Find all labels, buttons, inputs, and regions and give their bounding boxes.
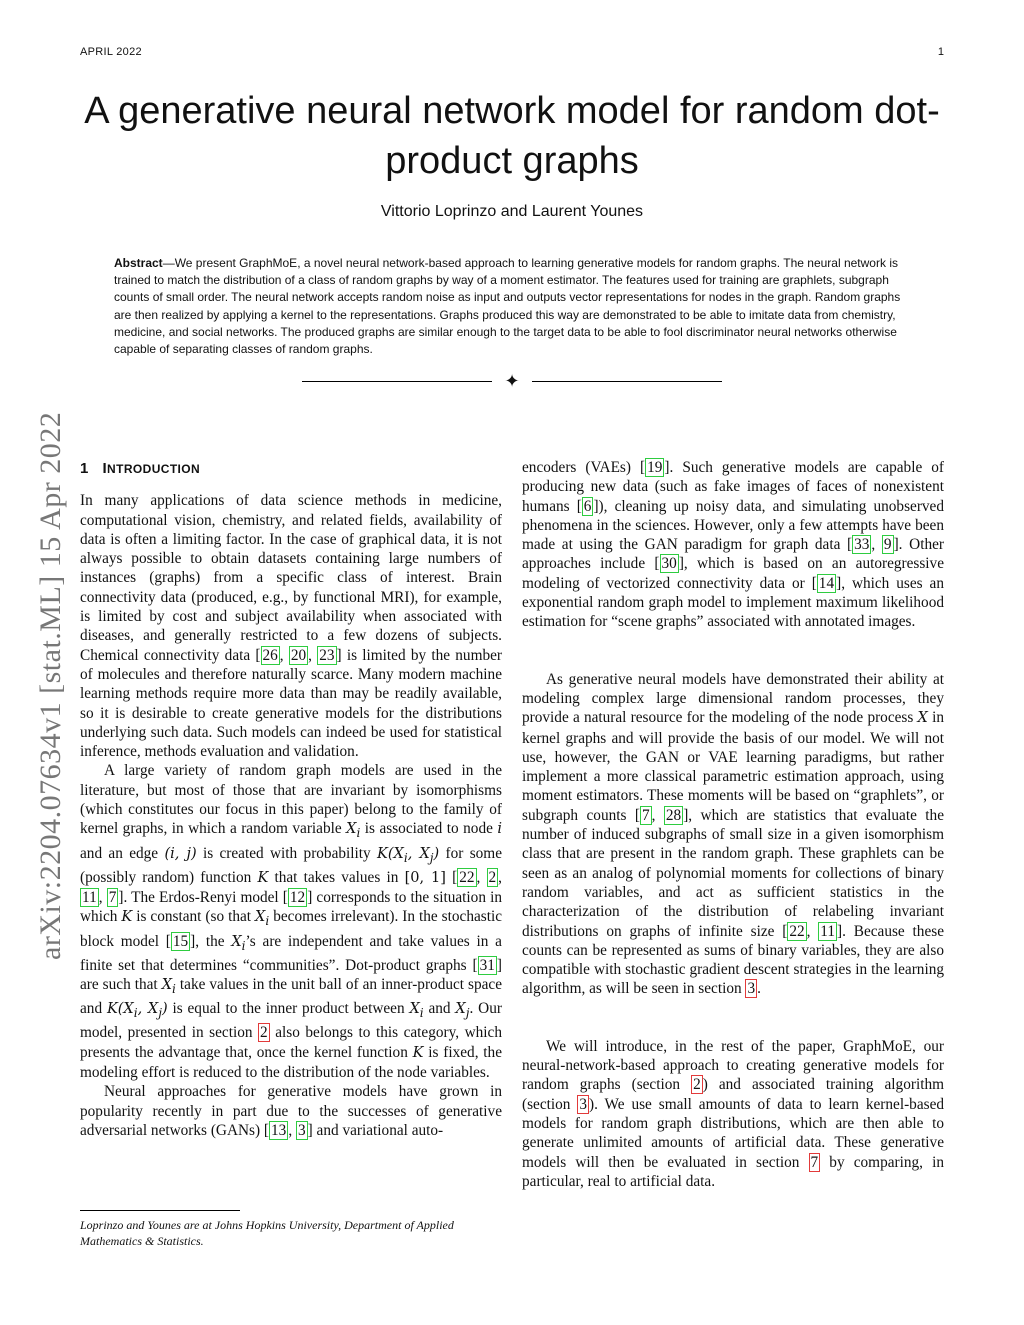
abstract-label: Abstract <box>114 256 163 270</box>
paragraph-right-3 <box>522 1037 944 1191</box>
text: ]. Because these counts can be represented as sums of binary variables, they are also compatible with stochastic gradient descent strategies in the learning algorithm, as will be seen in section <box>522 922 944 998</box>
text: is constant (so that <box>132 908 256 926</box>
section-heading-introduction <box>80 459 502 479</box>
divider-star-icon: ✦ <box>504 371 520 391</box>
citation-link[interactable]: 12 <box>289 889 306 907</box>
math-symbol: X <box>346 821 357 838</box>
math-Xi <box>161 976 176 996</box>
math-subscript: i <box>172 981 176 996</box>
text: that takes values in <box>268 868 405 886</box>
citation-link[interactable]: 7 <box>641 806 650 824</box>
text: As generative neural models have demonstrated their ability at modeling complex large dimensional random processes, they provide a natural resource for the modeling of the node process <box>522 670 944 727</box>
page-number: 1 <box>937 46 944 58</box>
math-symbol: X <box>255 909 266 926</box>
math-X: X <box>917 710 928 727</box>
paragraph-intro-2: A large variety of random graph models are used in the literature, but most of those that are invariant by isomorphisms (which constitutes our focus in this paper) belong to the family of kernel graphs, in which a random variable $X_i$ is associated to node i and an edge (i, j) is created with probability $K(X_i$, $X_j$) for some (possibly random) function K that takes values in [0, 1] [ 22 , 2 , 11 , 7 ]. The Erdos-Renyi model [ 12 ] corresponds to the situation in which K is constant (so that $X_i$ becomes irrelevant). In the stochastic block model [ 15 ], the $X_i’s$ are independent and take values in a finite set that determines “communities”. Dot-product graphs [ 31 ] are such that $X_i$ take values in the unit ball of an inner-product space and $K(X_i$, $X_j$) is equal to the inner product between $X_i$ and $X_j$. Our model, presented in section 2 also belongs to this category, which presents the advantage that, once the kernel function K is fixed, the modeling effort is reduced to the distribution of the node variables. <box>80 762 503 1081</box>
math-symbol: X <box>409 1001 420 1018</box>
footnote-rule <box>80 1210 240 1211</box>
text: ’s are independent and take values in a finite set that determines “communities”. Dot-product graphs [ <box>80 932 502 974</box>
text: in kernel graphs and will provide the basis of our model. We will not use, however, the GAN or VAE learning paradigms, but rather implement a more classical parametric estimation approach, using moment estimators. These moments will be based on “graphlets”, or subgraph counts [ <box>522 709 944 824</box>
section-ref-link[interactable]: 3 <box>579 1095 587 1113</box>
text: is equal to the inner product between <box>167 1000 410 1018</box>
math-interval: [0, 1] <box>404 869 446 886</box>
right-column <box>522 458 944 1191</box>
section-title-initial: I <box>102 460 108 477</box>
text: ]. Such generative models are capable of producing new data (such as fake images of faces of nonexistent humans [ <box>522 459 944 515</box>
divider-line-left <box>302 381 492 382</box>
text: ] is limited by the number of molecules and therefore naturally scarce. Many modern machine learning methods require more data than may be readily available, so it is desirable to create generative models for the distributions underlying such data. Such models can indeed be used for statistical inference, methods evaluation and validation. <box>80 646 503 761</box>
math-Xi <box>409 1001 424 1021</box>
text: ]), cleaning up noisy data, and simulating unobserved phenomena in the sciences. However, only a few attempts have been made at using the GAN paradigm for graph data [ <box>522 497 944 554</box>
math-subscript: j <box>465 1006 470 1021</box>
text: take values in the unit ball of an inner-product space and <box>80 975 503 1018</box>
math-subscript: i <box>419 1006 424 1021</box>
arxiv-identifier: arXiv:2204.07634v1 [stat.ML] 15 Apr 2022 <box>34 411 67 960</box>
citation-link[interactable]: 6 <box>583 497 592 515</box>
citation-link[interactable]: 9 <box>883 536 892 554</box>
math-symbol: ) <box>161 1001 168 1018</box>
abstract <box>114 255 910 358</box>
math-Xi <box>231 933 246 953</box>
math-subscript: i <box>265 914 270 929</box>
paper-authors: Vittorio Loprinzo and Laurent Younes <box>380 203 644 220</box>
text: ). We use small amounts of data to learn kernel-based models for random graph distributions, which are then able to generate unlimited amounts of artificial data. These generative models will then be evaluated in section <box>522 1095 945 1171</box>
math-K: K <box>412 1044 424 1061</box>
text: ]. Other approaches include [ <box>522 536 944 573</box>
text: for some (possibly random) function <box>80 844 502 886</box>
math-kernel <box>377 845 440 865</box>
math-symbol: X <box>231 933 242 950</box>
text: encoders (VAEs) [ <box>522 459 646 476</box>
math-i: i <box>497 821 502 838</box>
math-symbol: X <box>455 1001 466 1018</box>
text: ) and associated training algorithm (section <box>522 1076 944 1113</box>
math-edge: (i, j) <box>164 845 197 862</box>
citation-link[interactable]: 31 <box>479 956 495 974</box>
citation-link[interactable]: 33 <box>854 536 870 554</box>
citation-link[interactable]: 13 <box>271 1121 287 1139</box>
paragraph-gap <box>522 632 944 670</box>
text: also belongs to this category, which presents the advantage that, once the kernel function <box>80 1024 502 1061</box>
citation-link[interactable]: 22 <box>459 868 475 886</box>
math-subscript: j <box>429 850 434 865</box>
text: is associated to node <box>360 820 498 838</box>
section-ref-link[interactable]: 2 <box>693 1076 701 1094</box>
math-subscript: i <box>133 1006 138 1021</box>
text: ], the <box>190 932 232 950</box>
text: ] corresponds to the situation in which <box>80 889 502 926</box>
math-symbol: ) <box>433 845 440 862</box>
text: . <box>757 980 761 998</box>
citation-link[interactable]: 28 <box>665 806 682 824</box>
math-symbol: , X <box>137 1001 159 1018</box>
text: becomes irrelevant). In the stochastic block model [ <box>80 908 502 950</box>
math-Xi <box>346 821 361 841</box>
text: In many applications of data science methods in medicine, computational vision, chemistry, and related fields, availability of data is often a limiting factor. In the case of graphical data, it is not always possible to obtain datasets containing large numbers of instances (graphs) from a specific class of interest. Brain connectivity data (produced, e.g., by functional MRI), for example, is limited by cost and subject availability when associated with diseases, and generally restricted to a few dozens of subjects. Chemical connectivity data [ <box>80 492 502 664</box>
citation-link[interactable]: 26 <box>262 646 278 664</box>
citation-link[interactable]: 11 <box>82 889 97 907</box>
text: by comparing, in particular, real to artificial data. <box>522 1153 944 1190</box>
section-ref-link[interactable]: 2 <box>260 1024 268 1042</box>
text: [ <box>445 868 458 886</box>
citation-link[interactable]: 2 <box>488 868 497 886</box>
section-title-rest: NTRODUCTION <box>107 462 201 476</box>
citation-link[interactable]: 14 <box>818 574 835 592</box>
section-ref-link[interactable]: 3 <box>747 980 756 998</box>
section-divider <box>302 372 722 392</box>
math-K: K <box>121 909 133 926</box>
abstract-text: —We present GraphMoE, a novel neural network-based approach to learning generative models for random graphs. The neural network is trained to match the distribution of a class of random graphs by way of a moment estimator. The features used for training are graphlets, subgraph counts of small order. The neural network accepts random noise as input and outputs vector representations for nodes in the graph. Random graphs are then realized by applying a kernel to the representations. Graphs produced this way are demonstrated to be able to imitate data from chemistry, medicine, and social networks. The produced graphs are similar enough to the target data to be able to fool discriminator neural networks otherwise capable of separating classes of random graphs. <box>114 256 901 357</box>
text: ], which uses an exponential random graph model to implement maximum likelihood estimation for “scene graphs” associated with annotated images. <box>522 574 944 631</box>
text: ], which are statistics that evaluate the number of induced subgraphs of small size in a given isomorphism class that are present in the random graph. These graphlets can be seen as an analog of polynomial moments for collections of binary random variables, and act as sufficient statistics in the characterization of the distribution of relabeling invariant distributions on graphs of infinite size [ <box>522 806 944 940</box>
citation-link[interactable]: 19 <box>647 459 663 476</box>
text: Neural approaches for generative models have grown in popularity recently in part due to the successes of generative adversarial networks (GANs) [ <box>80 1083 502 1139</box>
section-number: 1 <box>80 460 89 477</box>
math-subscript: i <box>241 938 246 953</box>
text: We will introduce, in the rest of the paper, GraphMoE, our neural-network-based approach to creating generative models for random graphs (section <box>522 1037 944 1094</box>
citation-link[interactable]: 7 <box>108 889 117 907</box>
paragraph-intro-3: Neural approaches for generative models have grown in popularity recently in part due to the successes of generative adversarial networks (GANs) [ 13 , 3 ] and variational auto- <box>80 1083 502 1139</box>
section-ref-link[interactable]: 7 <box>810 1153 819 1171</box>
citation-link[interactable]: 3 <box>297 1121 306 1139</box>
paragraph-right-2: As generative neural models have demonstrated their ability at modeling complex large dimensional random processes, they provide a natural resource for the modeling of the node process X in kernel graphs and will provide the basis of our model. We will not use, however, the GAN or VAE learning paradigms, but rather implement a more classical parametric estimation approach, using moment estimators. These moments will be based on “graphlets”, or subgraph counts [ 7 , 28 ], which are statistics that evaluate the number of induced subgraphs of small size in a given isomorphism class that are present in the random graph. These graphlets can be seen as an analog of polynomial moments for collections of binary random variables, and act as sufficient statistics in the characterization of the distribution of relabeling invariant distributions on graphs of infinite size [ 22 , 11 ]. Because these counts can be represented as sums of binary variables, they are also compatible with stochastic gradient descent strategies in the learning algorithm, as will be seen in section 3 . <box>522 670 944 998</box>
citation-link[interactable]: 30 <box>661 555 677 573</box>
math-Xj <box>455 1001 470 1021</box>
math-K: K <box>257 869 269 886</box>
text: ] are such that <box>80 956 502 993</box>
text: ] and variational auto- <box>307 1121 444 1139</box>
math-kernel <box>106 1001 168 1021</box>
math-symbol: K(X <box>106 1001 134 1018</box>
paragraph-gap <box>522 999 944 1037</box>
text: . Our model, presented in section <box>80 1000 502 1042</box>
paragraph-intro-1: In many applications of data science methods in medicine, computational vision, chemistry, and related fields, availability of data is often a limiting factor. In the case of graphical data, it is not always possible to obtain datasets containing large numbers of instances (graphs) from a specific class of interest. Brain connectivity data (produced, e.g., by functional MRI), for example, is limited by cost and subject availability when associated with diseases, and generally restricted to a few dozens of subjects. Chemical connectivity data [ 26 , 20 , 23 ] is limited by the number of molecules and therefore naturally scarce. Many modern machine learning methods require more data than may be readily available, so it is desirable to create generative models for the distributions underlying such data. Such models can indeed be used for statistical inference, methods evaluation and validation. <box>80 492 503 761</box>
math-Xi <box>255 909 270 929</box>
math-symbol: X <box>161 976 173 993</box>
text: is created with probability <box>196 844 378 862</box>
math-symbol: , X <box>407 845 430 862</box>
text: and <box>423 1000 456 1018</box>
math-subscript: j <box>158 1006 162 1021</box>
citation-link[interactable]: 11 <box>820 922 836 940</box>
math-subscript: i <box>356 826 361 841</box>
paper-title: A generative neural network model for random dot-product graphs <box>84 90 940 182</box>
paragraph-right-1: encoders (VAEs) [ 19 ]. Such generative models are capable of producing new data (such as fake images of faces of nonexistent humans [ 6 ]), cleaning up noisy data, and simulating unobserved phenomena in the sciences. However, only a few attempts have been made at using the GAN paradigm for graph data [ 33 , 9 ]. Other approaches include [ 30 ], which is based on an autoregressive modeling of vectorized connectivity data or [ 14 ], which uses an exponential random graph model to implement maximum likelihood estimation for “scene graphs” associated with annotated images. <box>522 459 944 631</box>
text: ], which is based on an autoregressive modeling of vectorized connectivity data or [ <box>522 555 944 592</box>
text: A large variety of random graph models are used in the literature, but most of those that are invariant by isomorphisms (which constitutes our focus in this paper) belong to the family of kernel graphs, in which a random variable <box>80 762 502 838</box>
text: ]. The Erdos-Renyi model [ <box>118 889 288 907</box>
running-header-date: APRIL 2022 <box>80 46 142 58</box>
math-subscript: i <box>403 850 408 865</box>
citation-link[interactable]: 20 <box>290 646 307 664</box>
citation-link[interactable]: 23 <box>319 646 335 664</box>
citation-link[interactable]: 15 <box>172 932 189 950</box>
left-column <box>80 455 502 1140</box>
math-symbol: K(X <box>377 845 404 862</box>
citation-link[interactable]: 22 <box>789 922 805 940</box>
footnote-affiliation: Loprinzo and Younes are at Johns Hopkins University, Department of Applied Mathematics & Statistics. <box>80 1218 454 1248</box>
text: and an edge <box>80 844 165 862</box>
text: is fixed, the modeling effort is reduced to the distribution of the node variables. <box>80 1043 502 1081</box>
divider-line-right <box>532 381 722 382</box>
